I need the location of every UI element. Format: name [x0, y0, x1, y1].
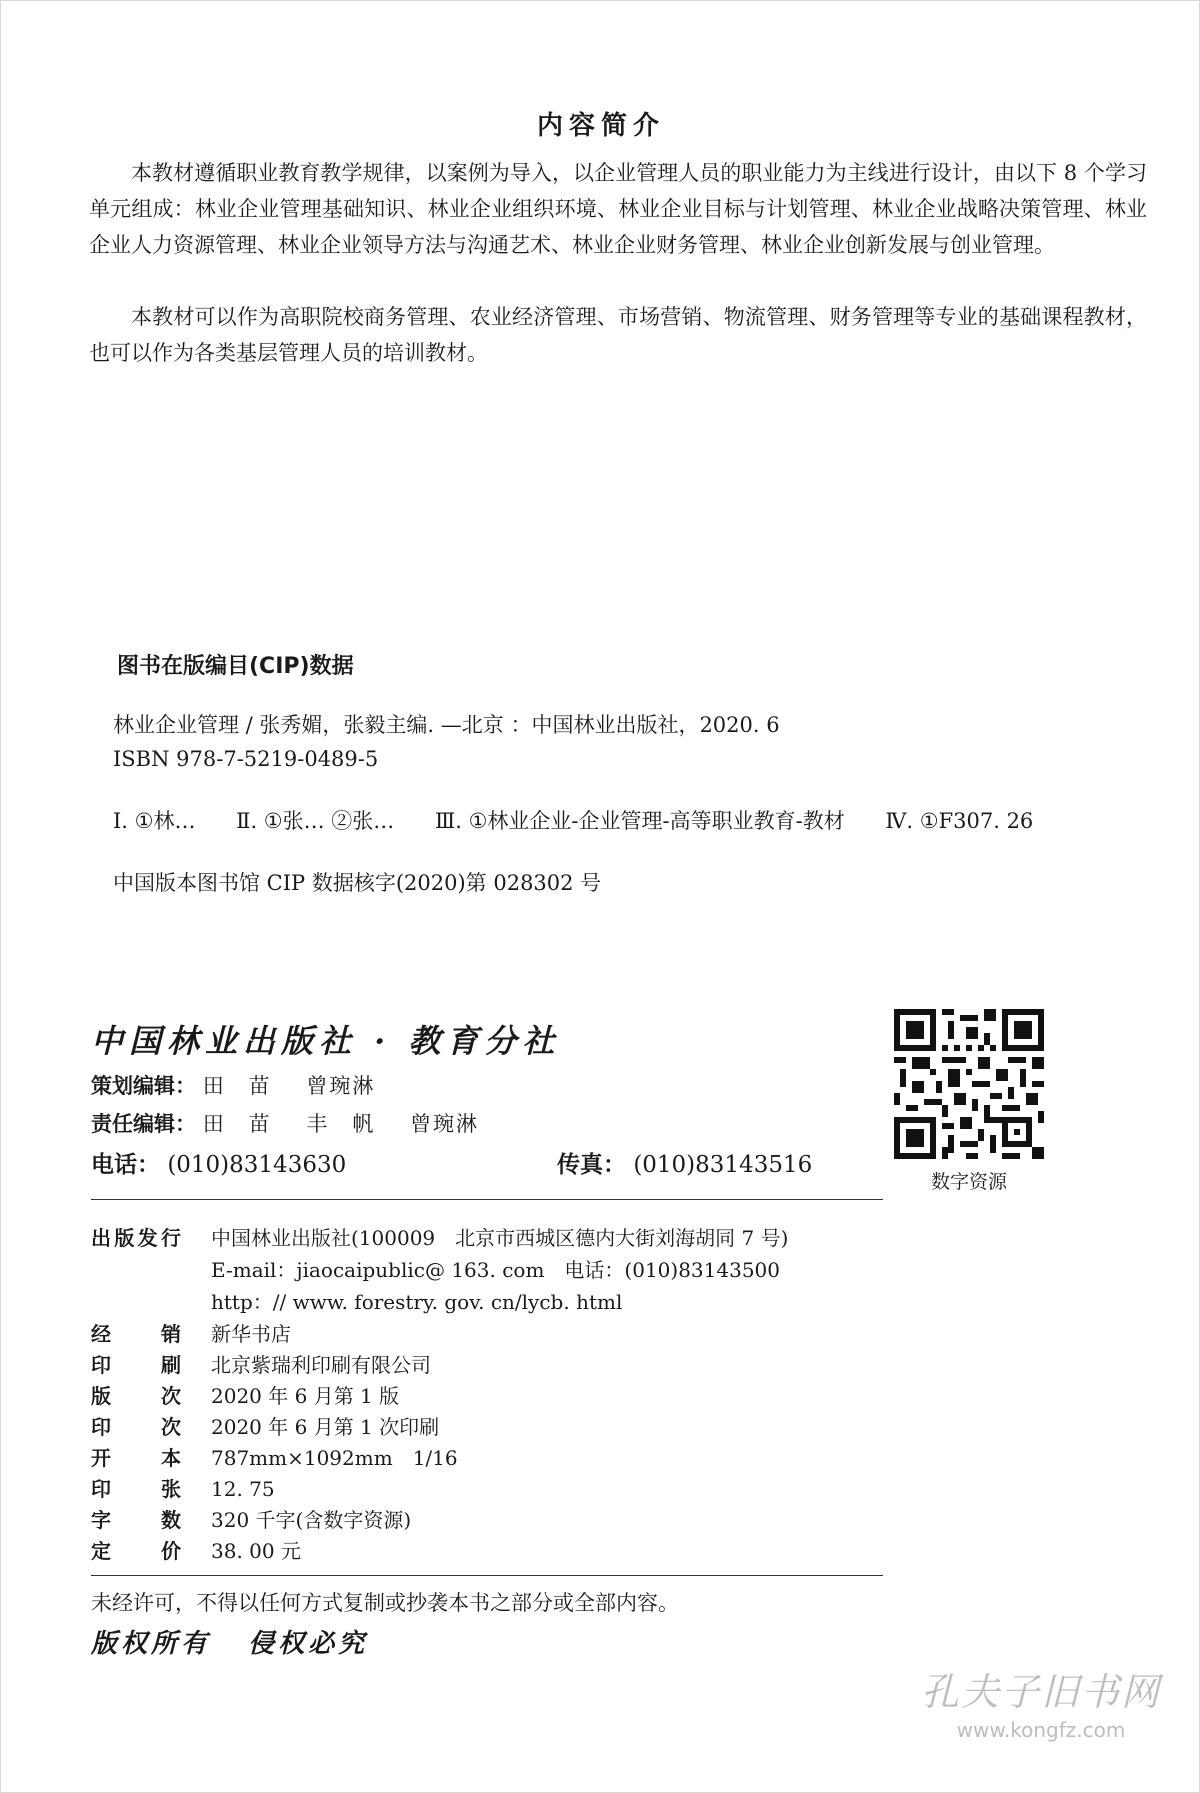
editor-name: 曾琬淋: [306, 1074, 376, 1098]
copyright-text: 版权所有: [91, 1629, 212, 1659]
colophon-label: 字 数: [91, 1508, 181, 1532]
colophon-label: 定 价: [91, 1539, 181, 1563]
phone-number: (010)83143630: [167, 1152, 347, 1178]
cip-approval: 中国版本图书馆 CIP 数据核字(2020)第 028302 号: [113, 871, 602, 895]
responsible-editor-line: [91, 1108, 507, 1138]
editor-name: 曾琬淋: [410, 1112, 480, 1136]
cip-isbn: ISBN 978-7-5219-0489-5: [113, 747, 379, 771]
colophon-value: 38. 00 元: [211, 1539, 301, 1563]
cip-subject: Ⅰ. ①林…: [113, 809, 196, 833]
phone-label: 电话：: [91, 1152, 160, 1178]
qr-caption: 数字资源: [930, 1171, 1007, 1193]
colophon-row: [91, 1536, 301, 1567]
colophon-value: 新华书店: [211, 1322, 291, 1346]
colophon-row: [91, 1350, 431, 1381]
cip-bibliographic: 林业企业管理 / 张秀媚，张毅主编. —北京 ：中国林业出版社，2020. 6: [113, 713, 780, 737]
colophon-row: [91, 1412, 439, 1443]
divider: [91, 1575, 883, 1576]
cip-subject: Ⅲ. ①林业企业-企业管理-高等职业教育-教材: [435, 809, 845, 833]
fax-number: (010)83143516: [633, 1152, 813, 1178]
intro-paragraph-2: 本教材可以作为高职院校商务管理、农业经济管理、市场营销、物流管理、财务管理等专业的基础课程教材，也可以作为各类基层管理人员的培训教材。: [89, 305, 1147, 365]
colophon-label: 版 次: [91, 1384, 181, 1408]
colophon-row: [91, 1381, 399, 1412]
watermark-url: www.kongfz.com: [956, 1718, 1126, 1742]
copyright-text: 侵权必究: [248, 1629, 369, 1659]
phone-line: [91, 1146, 346, 1179]
editor-name: 丰 帆: [306, 1112, 376, 1136]
watermark-text: 孔夫子旧书网: [920, 1670, 1161, 1714]
colophon-label: 经 销: [91, 1322, 181, 1346]
intro-paragraph-1: 本教材遵循职业教育教学规律，以案例为导入，以企业管理人员的职业能力为主线进行设计，由以下 8 个学习单元组成：林业企业管理基础知识、林业企业组织环境、林业企业目标与计划管理、林业企业战略决策管理、林业企业人力资源管理、林业企业领导方法与沟通艺术、林业企业财务管理、林业企业创新发展与创业管理。: [89, 161, 1147, 257]
copy-notice: 未经许可，不得以任何方式复制或抄袭本书之部分或全部内容。: [91, 1591, 679, 1615]
divider: [91, 1199, 883, 1200]
colophon-label: 印 次: [91, 1415, 181, 1439]
editor-name: 田 苗: [202, 1112, 272, 1136]
editor-name: 田 苗: [202, 1074, 272, 1098]
url-line: http：// www. forestry. gov. cn/lycb. html: [211, 1290, 623, 1314]
responsible-editor-label: 责任编辑：: [91, 1112, 196, 1136]
qr-code-icon: [894, 1009, 1044, 1159]
copyright-statement: [91, 1623, 392, 1660]
colophon-row: [91, 1474, 275, 1505]
cip-subjects: [113, 805, 1067, 835]
colophon-row: [91, 1443, 458, 1474]
colophon-value: 787mm×1092mm 1/16: [211, 1446, 458, 1470]
fax-label: 传真：: [557, 1152, 626, 1178]
colophon-value: 2020 年 6 月第 1 次印刷: [211, 1415, 440, 1439]
intro-title: 内容简介: [536, 111, 665, 141]
cip-subject: Ⅳ. ①F307. 26: [885, 809, 1034, 833]
distribution-value: 中国林业出版社(100009 北京市西城区德内大街刘海胡同 7 号): [211, 1226, 789, 1250]
email-line: E-mail：jiaocaipublic@ 163. com 电话：(010)83143500: [211, 1258, 781, 1282]
colophon-value: 12. 75: [211, 1477, 275, 1501]
colophon-label: 开 本: [91, 1446, 181, 1470]
distribution-row: [91, 1223, 788, 1254]
planning-editor-line: [91, 1070, 403, 1100]
cip-heading: 图书在版编目(CIP)数据: [117, 654, 354, 679]
colophon-label: 印 刷: [91, 1353, 181, 1377]
cip-subject: Ⅱ. ①张… ②张…: [236, 809, 395, 833]
watermark: [901, 1661, 1181, 1742]
colophon-value: 北京紫瑞利印刷有限公司: [211, 1353, 431, 1377]
colophon-row: [91, 1505, 411, 1536]
colophon-row: [91, 1319, 291, 1350]
publisher-name: 中国林业出版社 · 教育分社: [91, 1022, 561, 1060]
fax-line: [557, 1146, 812, 1179]
colophon-label: 印 张: [91, 1477, 181, 1501]
colophon-value: 2020 年 6 月第 1 版: [211, 1384, 400, 1408]
distribution-label: 出版发行: [91, 1226, 181, 1250]
planning-editor-label: 策划编辑：: [91, 1074, 196, 1098]
colophon-value: 320 千字(含数字资源): [211, 1508, 412, 1532]
